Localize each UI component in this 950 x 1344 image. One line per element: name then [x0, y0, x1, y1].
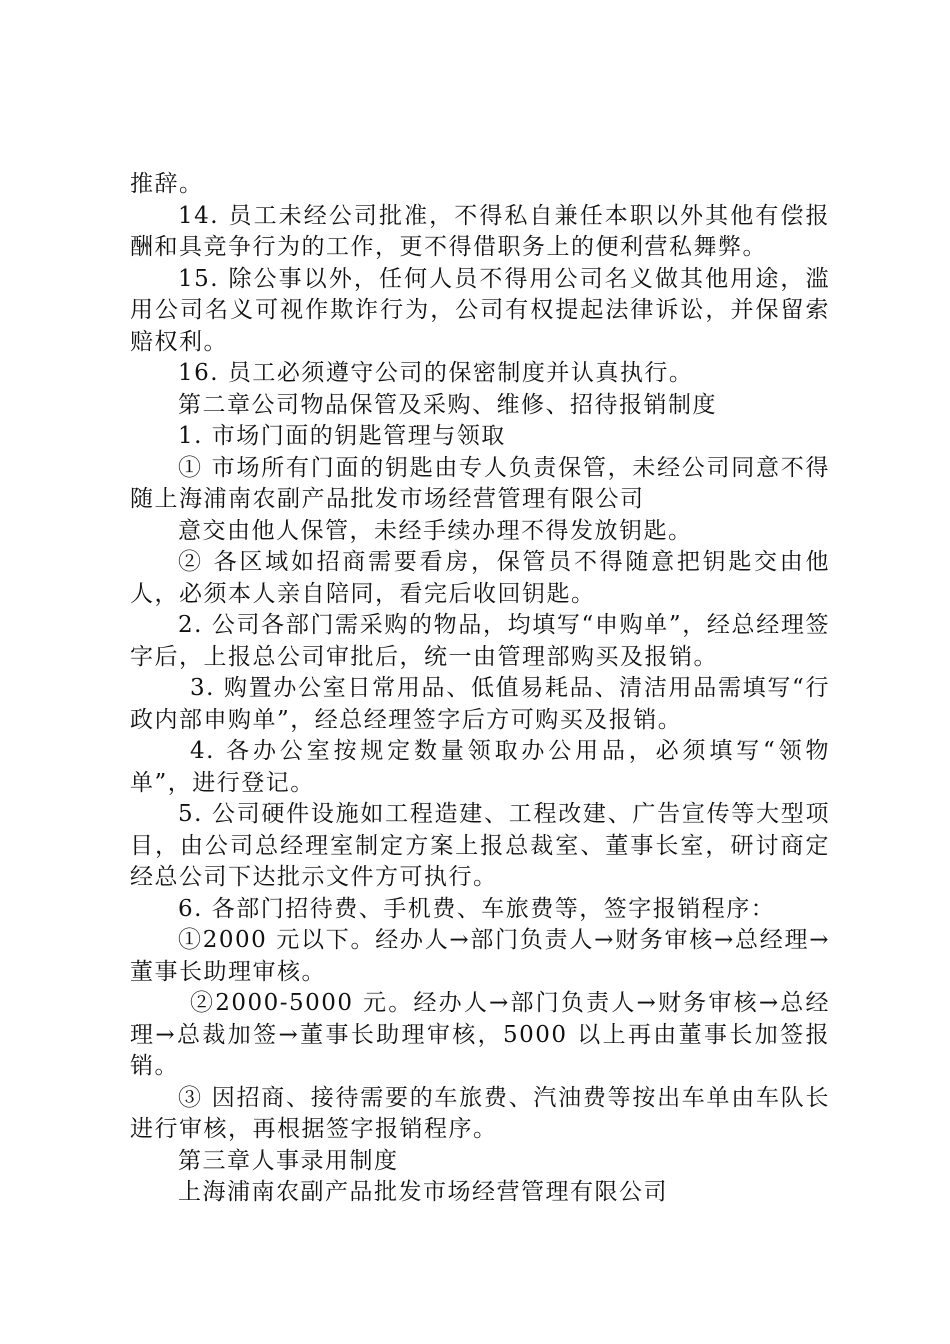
- paragraph-item-6-sub-1: ①2000 元以下。经办人→部门负责人→财务审核→总经理→董事长助理审核。: [130, 927, 830, 985]
- paragraph-item-6: 6. 各部门招待费、手机费、车旅费等，签字报销程序：: [178, 895, 776, 922]
- paragraph-item-6-sub-3: ③ 因招商、接待需要的车旅费、汽油费等按出车单由车队长进行审核，再根据签字报销程序。: [130, 1084, 830, 1142]
- paragraph-item-5: 5. 公司硬件设施如工程造建、工程改建、广告宣传等大型项目，由公司总经理室制定方案上报总裁室、董事长室，研讨商定经总公司下达批示文件方可执行。: [130, 801, 830, 890]
- paragraph-rule-15: 15. 除公事以外，任何人员不得用公司名义做其他用途，滥用公司名义可视作欺诈行为，公司有权提起法律诉讼，并保留索赔权利。: [130, 265, 830, 355]
- paragraph-item-1-sub-2: ② 各区域如招商需要看房，保管员不得随意把钥匙交由他人，必须本人亲自陪同，看完后收回钥匙。: [130, 549, 830, 607]
- paragraph-continuation: 推辞。: [130, 171, 204, 197]
- paragraph-item-6-sub-2: ②2000-5000 元。经办人→部门负责人→财务审核→总经理→总裁加签→董事长助理审核，5000 以上再由董事长加签报销。: [130, 990, 830, 1079]
- paragraph-item-3: 3. 购置办公室日常用品、低值易耗品、清洁用品需填写“行政内部申购单”，经总经理签字后方可购买及报销。: [130, 675, 830, 733]
- paragraph-item-2: 2. 公司各部门需采购的物品，均填写“申购单”，经总经理签字后，上报总公司审批后，统一由管理部购买及报销。: [130, 612, 830, 670]
- paragraph-item-1-sub-1-cont: 意交由他人保管，未经手续办理不得发放钥匙。: [178, 517, 693, 544]
- paragraph-rule-14: 14. 员工未经公司批准，不得私自兼任本职以外其他有偿报酬和具竞争行为的工作，更不得借职务上的便利营私舞弊。: [130, 202, 830, 260]
- paragraph-rule-16: 16. 员工必须遵守公司的保密制度并认真执行。: [178, 360, 694, 386]
- document-body: [130, 169, 830, 1209]
- chapter-three-heading: 第三章人事录用制度: [178, 1147, 399, 1174]
- chapter-two-heading: 第二章公司物品保管及采购、维修、招待报销制度: [178, 391, 717, 418]
- paragraph-item-4: 4. 各办公室按规定数量领取办公用品，必须填写“领物单”，进行登记。: [130, 738, 830, 796]
- company-name-footer: 上海浦南农副产品批发市场经营管理有限公司: [178, 1179, 668, 1205]
- paragraph-item-1: 1. 市场门面的钥匙管理与领取: [178, 423, 506, 449]
- paragraph-item-1-sub-1: ① 市场所有门面的钥匙由专人负责保管，未经公司同意不得随上海浦南农副产品批发市场经营管理有限公司: [130, 454, 830, 512]
